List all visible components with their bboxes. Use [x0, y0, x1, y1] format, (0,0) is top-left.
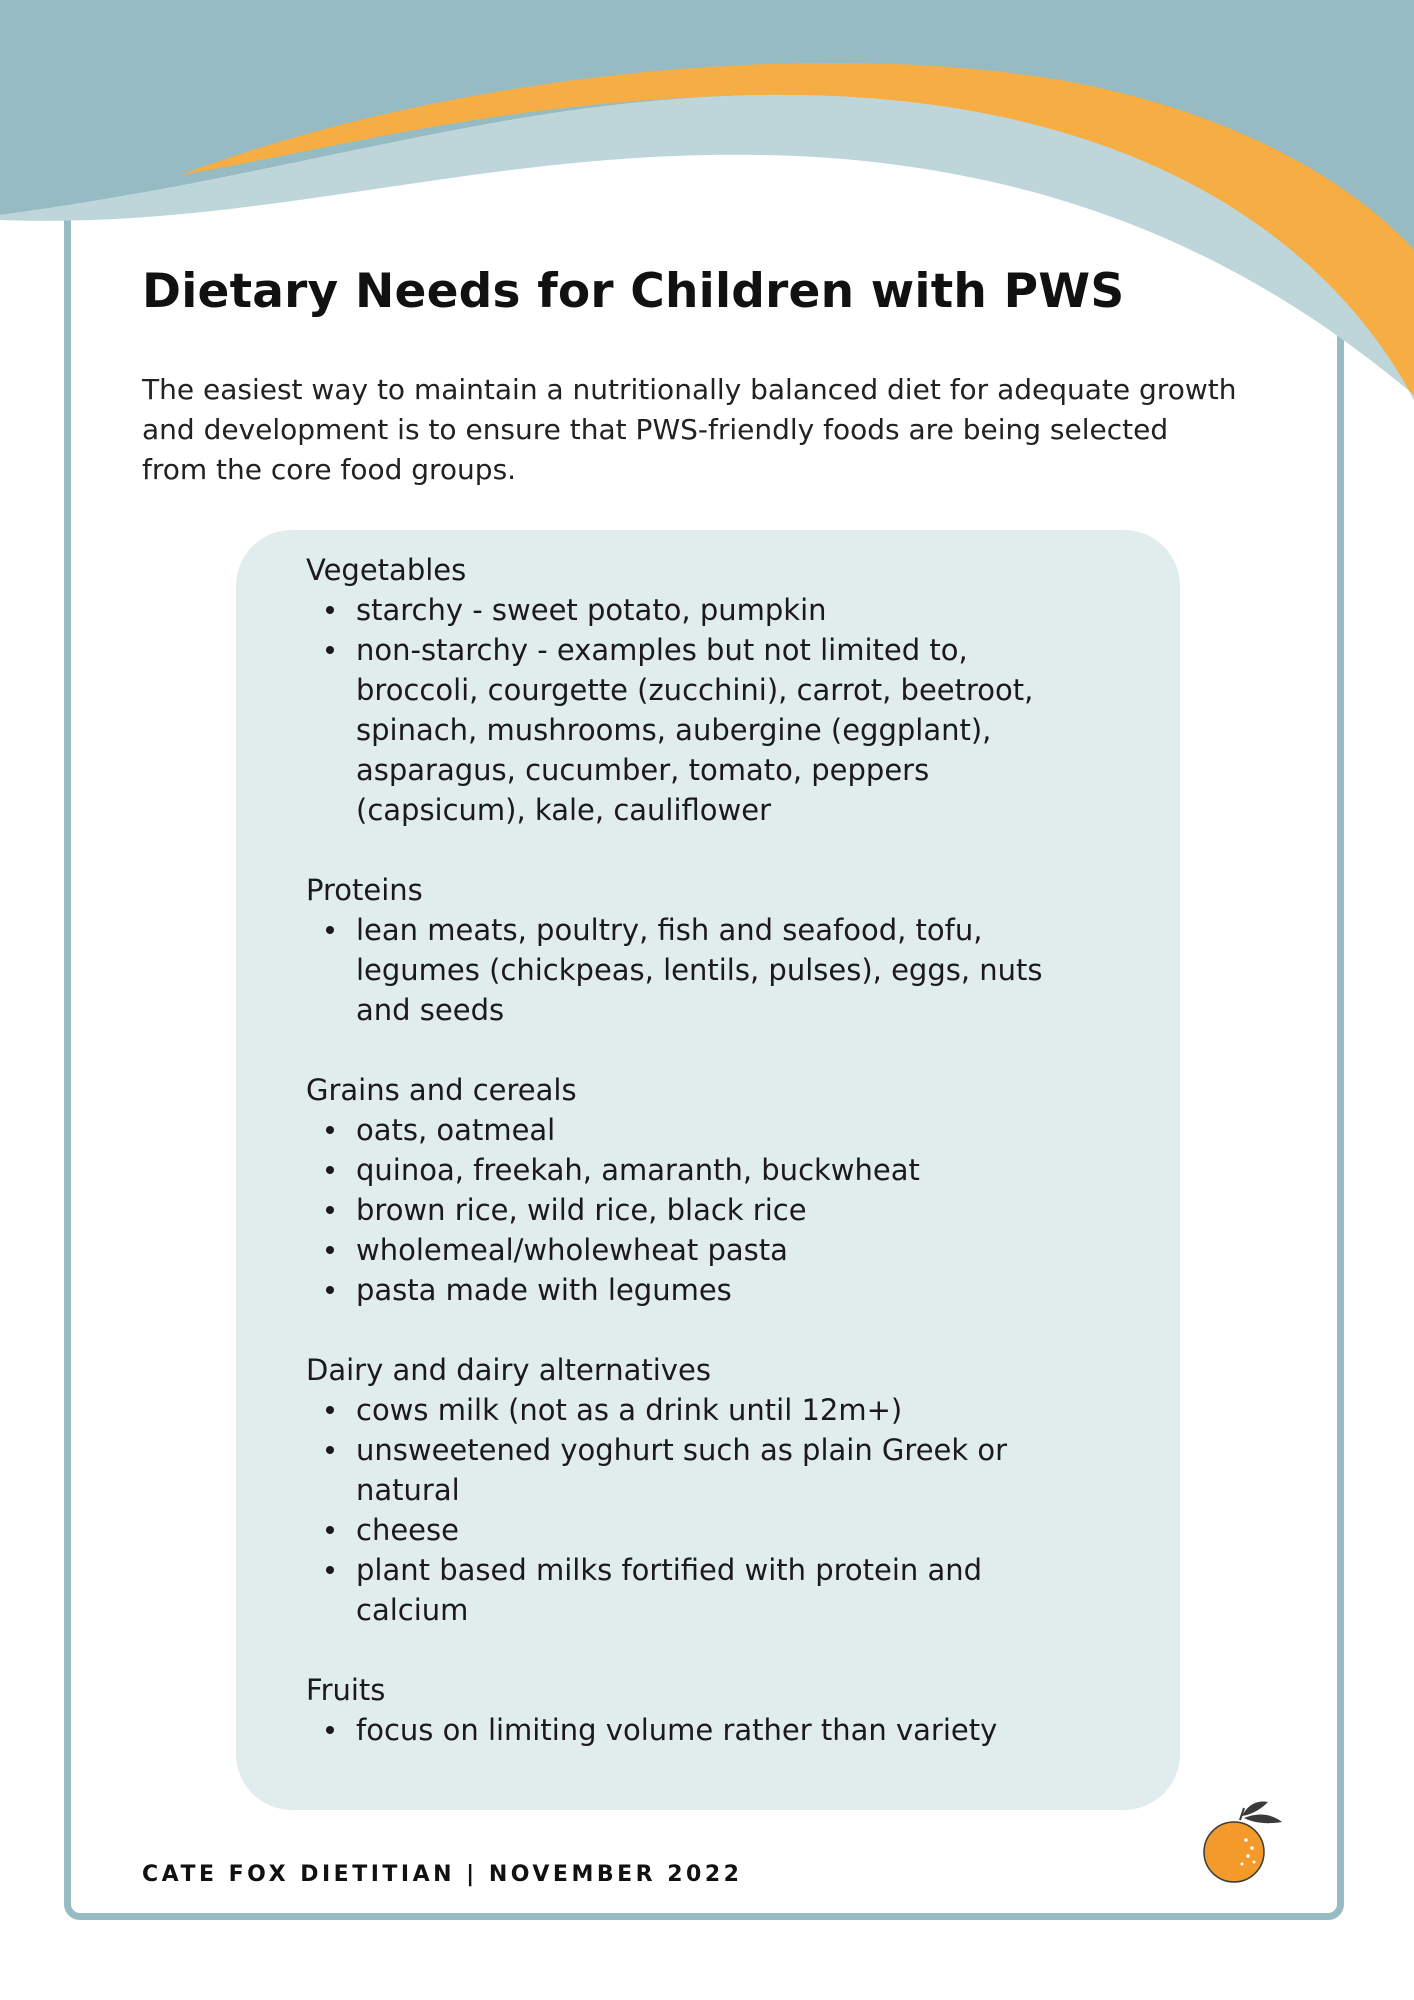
header-wave [0, 0, 1414, 400]
food-group-dairy [306, 1350, 1180, 1630]
group-title: Fruits [306, 1673, 386, 1707]
list-item: brown rice, wild rice, black rice [356, 1190, 1076, 1230]
list-item: cheese [356, 1510, 1076, 1550]
list-item: oats, oatmeal [356, 1110, 1076, 1150]
food-group-vegetables [306, 550, 1180, 830]
list-item: focus on limiting volume rather than variety [356, 1710, 1076, 1750]
list-item: unsweetened yoghurt such as plain Greek or natural [356, 1430, 1076, 1510]
list-item: quinoa, freekah, amaranth, buckwheat [356, 1150, 1076, 1190]
food-group-grains [306, 1070, 1180, 1310]
list-item: cows milk (not as a drink until 12m+) [356, 1390, 1076, 1430]
page-title: Dietary Needs for Children with PWS [142, 264, 1125, 319]
food-group-proteins [306, 870, 1180, 1030]
list-item: pasta made with legumes [356, 1270, 1076, 1310]
orange-icon [1196, 1796, 1300, 1886]
group-title: Vegetables [306, 553, 467, 587]
group-title: Dairy and dairy alternatives [306, 1353, 711, 1387]
footer-credit: CATE FOX DIETITIAN | NOVEMBER 2022 [142, 1862, 743, 1887]
item-list [306, 590, 1180, 830]
list-item: wholemeal/wholewheat pasta [356, 1230, 1076, 1270]
list-item: starchy - sweet potato, pumpkin [356, 590, 1076, 630]
list-item: non-starchy - examples but not limited to, broccoli, courgette (zucchini), carrot, beetroot, spinach, mushrooms, aubergine (eggplant), asparagus, cucumber, tomato, peppers (capsicum), kale, cauliflower [356, 630, 1076, 830]
item-list [306, 1390, 1180, 1630]
item-list [306, 1110, 1180, 1310]
list-item: lean meats, poultry, fish and seafood, tofu, legumes (chickpeas, lentils, pulses), eggs, nuts and seeds [356, 910, 1076, 1030]
food-groups-panel [236, 530, 1180, 1810]
group-title: Proteins [306, 873, 423, 907]
list-item: plant based milks fortified with protein and calcium [356, 1550, 1076, 1630]
item-list [306, 1710, 1180, 1750]
intro-paragraph: The easiest way to maintain a nutritionally balanced diet for adequate growth and development is to ensure that PWS-friendly foods are being selected from the core food groups. [142, 373, 1237, 486]
food-group-fruits [306, 1670, 1180, 1750]
group-title: Grains and cereals [306, 1073, 577, 1107]
item-list [306, 910, 1180, 1030]
